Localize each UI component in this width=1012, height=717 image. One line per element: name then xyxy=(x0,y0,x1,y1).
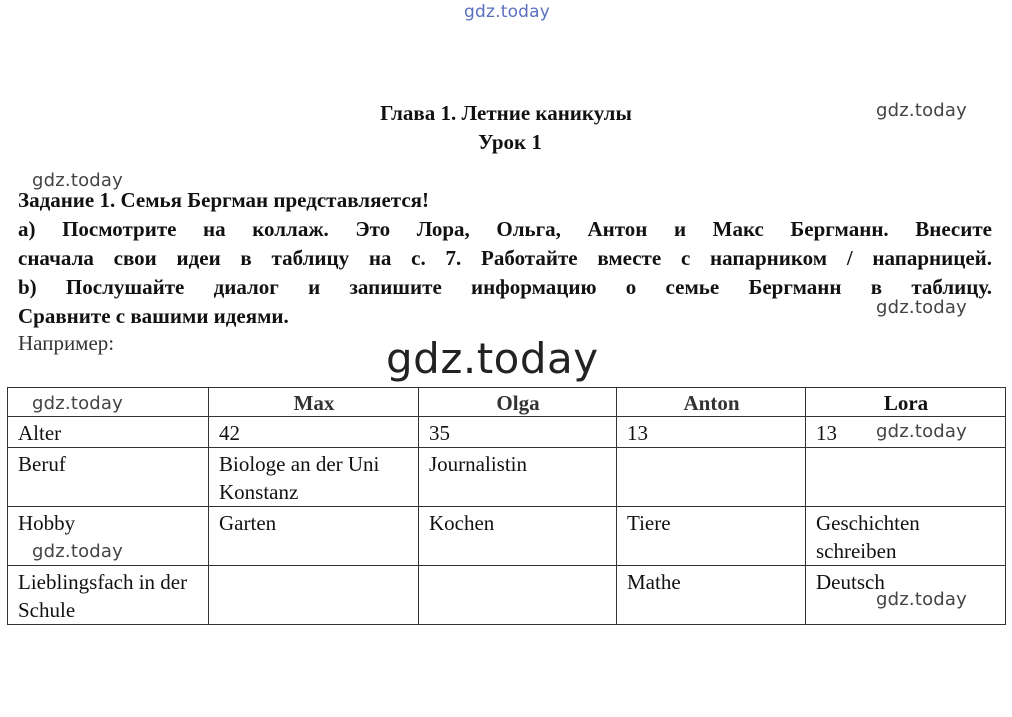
table-cell: Lieblingsfach in der Schule xyxy=(8,566,209,625)
watermark-top: gdz.today xyxy=(464,2,551,22)
table-row xyxy=(8,507,1006,566)
chapter-title: Глава 1. Летние каникулы xyxy=(380,101,632,125)
task-text xyxy=(18,186,992,331)
table-cell: Tiere xyxy=(617,507,806,566)
table-cell: Beruf xyxy=(8,448,209,507)
table-header-lora: Lora xyxy=(806,388,1006,417)
task-line-b1: b) Послушайте диалог и запишите информацию о семье Бергманн в таблицу. xyxy=(18,275,992,299)
table-cell: Geschichten schreiben xyxy=(806,507,1006,566)
table-row xyxy=(8,566,1006,625)
table-header-max: Max xyxy=(209,388,419,417)
table-cell: Hobby xyxy=(8,507,209,566)
watermark-title-right: gdz.today xyxy=(876,100,968,121)
table-header-row xyxy=(8,388,1006,417)
task-line-b2: Сравните с вашими идеями. xyxy=(18,304,289,328)
table-cell xyxy=(617,448,806,507)
table-cell: Journalistin xyxy=(419,448,617,507)
table-header-anton: Anton xyxy=(617,388,806,417)
task-title: Задание 1. Семья Бергман представляется! xyxy=(18,188,430,212)
table-cell: 13 xyxy=(806,417,1006,448)
watermark-task-right: gdz.today xyxy=(876,297,968,318)
table-cell xyxy=(419,566,617,625)
watermark-table-alter-right: gdz.today xyxy=(876,421,968,442)
task-line-a2: сначала свои идеи в таблицу на с. 7. Работайте вместе с напарником / напарницей. xyxy=(18,246,992,270)
lesson-title: Урок 1 xyxy=(478,130,542,154)
table-row xyxy=(8,448,1006,507)
table-header-olga: Olga xyxy=(419,388,617,417)
watermark-center-big: gdz.today xyxy=(386,334,599,383)
table-cell: Kochen xyxy=(419,507,617,566)
watermark-table-hobby-left: gdz.today xyxy=(32,541,124,562)
table-row xyxy=(8,417,1006,448)
table-cell xyxy=(209,566,419,625)
table-cell: 13 xyxy=(617,417,806,448)
table-cell: Mathe xyxy=(617,566,806,625)
task-line-a1: а) Посмотрите на коллаж. Это Лора, Ольга, Антон и Макс Бергманн. Внесите xyxy=(18,217,992,241)
table-cell xyxy=(806,448,1006,507)
table-cell: 35 xyxy=(419,417,617,448)
example-label: Например: xyxy=(18,331,115,355)
table-cell: Garten xyxy=(209,507,419,566)
table-cell: 42 xyxy=(209,417,419,448)
watermark-table-bottom-right: gdz.today xyxy=(876,589,968,610)
watermark-task-left: gdz.today xyxy=(32,170,124,191)
table-cell: Alter xyxy=(8,417,209,448)
watermark-table-header-left: gdz.today xyxy=(32,393,124,414)
table-cell: Biologe an der Uni Konstanz xyxy=(209,448,419,507)
table-cell: Deutsch xyxy=(806,566,1006,625)
family-table xyxy=(7,387,1006,625)
